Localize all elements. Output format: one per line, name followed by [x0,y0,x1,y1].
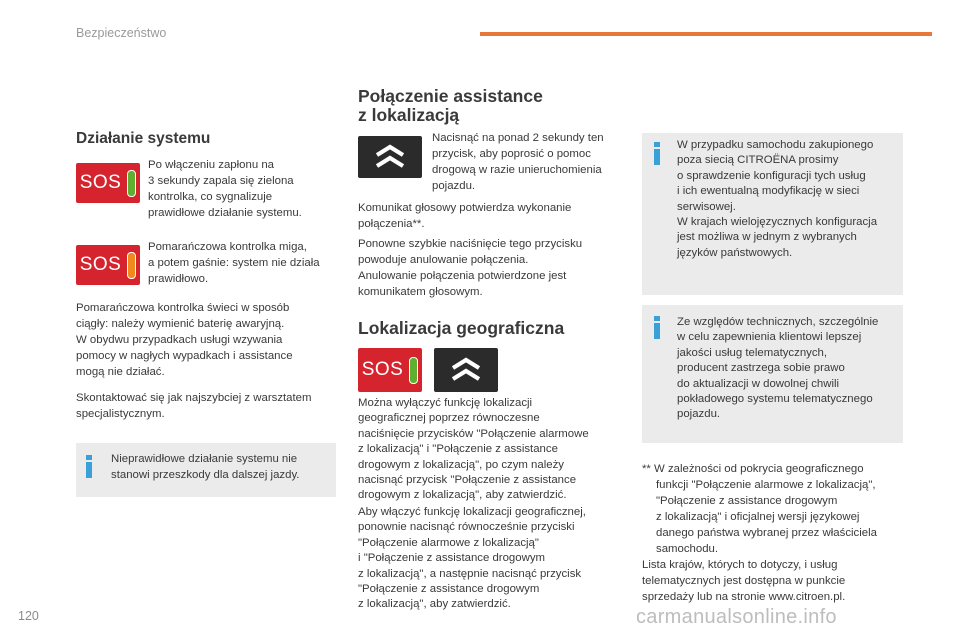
info-icon [654,316,664,339]
paragraph-voice-confirm: Komunikat głosowy potwierdza wykonanie połączenia**. [358,202,572,230]
paragraph-cancel-call: Ponowne szybkie naciśnięcie tego przycisku powoduje anulowanie połączenia. Anulowanie połączenia potwierdzone jest komunikatem głosowym. [358,238,583,298]
watermark: carmanualsonline.info [636,606,837,628]
desc-green-led: Po włączeniu zapłonu na 3 sekundy zapala się zielona kontrolka, co sygnalizuje prawidłowe działanie systemu. [148,159,302,219]
sos-label: SOS [79,172,122,193]
citroen-assistance-button-icon [358,136,422,178]
info-box-malfunction [76,443,336,497]
desc-orange-led: Pomarańczowa kontrolka miga, a potem gaśnie: system nie działa prawidłowo. [148,241,320,285]
header-accent-bar [480,32,932,36]
section-title-system-operation: Działanie systemu [76,130,211,147]
info-icon [86,455,96,478]
info-text: W przypadku samochodu zakupionego poza siecią CITROËNA prosimy o sprawdzenie konfiguracji tych usług i ich ewentualną modyfikację w sieci serwisowej. W krajach wielojęzycznych konfiguracja jest możliwa w jednym z wybranych języków państwowych. [677,139,878,259]
page-number: 120 [18,609,39,623]
orange-led-icon [127,252,136,279]
green-led-icon [127,170,136,197]
paragraph-contact-workshop: Skontaktować się jak najszybciej z warsztatem specjalistycznym. [76,392,312,420]
section-title-assistance-call: Połączenie assistance z lokalizacją [358,86,543,125]
info-text: Ze względów technicznych, szczególnie w celu zapewnienia klientowi lepszej jakości usług telematycznych, producent zastrzega sobie prawo do aktualizacji w dowolnej chwili pokładowego systemu telematycznego pojazdu. [677,316,879,421]
info-text: Nieprawidłowe działanie systemu nie stanowi przeszkody dla dalszej jazdy. [111,453,300,481]
paragraph-country-list: Lista krajów, których to dotyczy, i usług telematycznych jest dostępna w punkcie sprzedaży lub na stronie www.citroen.pl. [642,559,846,603]
sos-button-green-icon [76,163,140,203]
sos-label: SOS [361,359,404,380]
paragraph-disable-geolocation: Można wyłączyć funkcję lokalizacji geograficznej poprzez równoczesne naciśnięcie przycisków "Połączenie alarmowe z lokalizacją" i "Połączenie z assistance drogowym z lokalizacją", po czym należy nacisnąć przycisk "Połączenie z assistance drogowym z lokalizacją", aby zatwierdzić. [358,397,589,502]
citroen-assistance-button-icon [434,348,498,392]
paragraph-enable-geolocation: Aby włączyć funkcję lokalizacji geograficznej, ponownie nacisnąć równocześnie przyciski "Połączenie alarmowe z lokalizacją" i "Połączenie z assistance drogowym z lokalizacją", a następnie nacisnąć przycisk "Połączenie z assistance drogowym z lokalizacją", aby zatwierdzić. [358,506,586,611]
sos-label: SOS [79,254,122,275]
paragraph-orange-steady: Pomarańczowa kontrolka świeci w sposób ciągły: należy wymienić baterię awaryjną. W obydwu przypadkach usługi wzywania pomocy w nagłych wypadkach i assistance mogą nie działać. [76,302,293,378]
section-header: Bezpieczeństwo [76,26,167,40]
green-led-icon [409,357,418,384]
info-box-configuration [642,133,903,295]
footnote-coverage: ** W zależności od pokrycia geograficznego funkcji "Połączenie alarmowe z lokalizacją", "Połączenie z assistance drogowym z lokalizacją" i oficjalnej wersji językowej danego państwa wybranej przez właściciela samochodu. [642,463,877,555]
desc-assistance-button: Nacisnąć na ponad 2 sekundy ten przycisk, aby poprosić o pomoc drogową w razie unieruchomienia pojazdu. [432,132,604,192]
info-box-updates [642,305,903,443]
sos-button-icon [358,348,422,392]
info-icon [654,142,664,165]
section-title-geolocation: Lokalizacja geograficzna [358,318,565,338]
sos-button-orange-icon [76,245,140,285]
